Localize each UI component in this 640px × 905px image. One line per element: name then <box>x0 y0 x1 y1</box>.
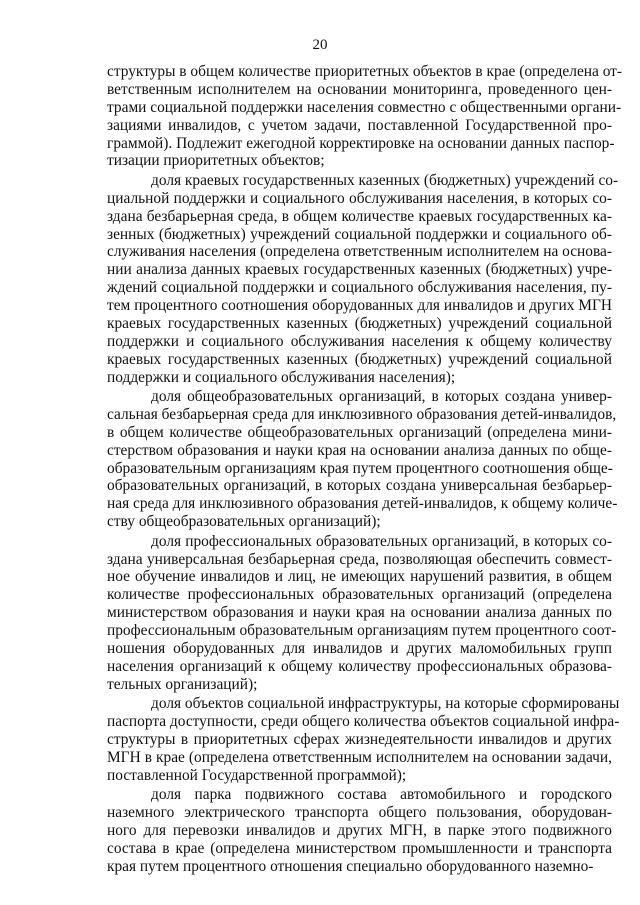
text-line: структуры в приоритетных сферах жизнедеятельности инвалидов и других <box>107 730 612 748</box>
text-line: ству общеобразовательных организаций); <box>107 513 381 531</box>
text-line: ное обучение инвалидов и лиц, не имеющих нарушений развития, в общем <box>107 568 612 586</box>
text-line: краевых государственных казенных (бюджетных) учреждений социальной <box>107 314 612 332</box>
text-line: стерством образования и науки края на основании анализа данных по обще- <box>107 441 612 459</box>
text-line: зенных (бюджетных) учреждений социальной поддержки и социального об- <box>107 225 612 243</box>
text-line: нии анализа данных краевых государственных казенных (бюджетных) учре- <box>107 261 612 279</box>
text-line: доля краевых государственных казенных (бюджетных) учреждений со- <box>151 171 619 189</box>
text-line: тизации приоритетных объектов; <box>107 152 325 170</box>
text-line: края путем процентного отношения специально оборудованного наземно- <box>107 857 594 875</box>
text-line: поставленной Государственной программой); <box>107 766 407 784</box>
document-body <box>107 63 623 876</box>
text-line: ная среда для инклюзивного образования детей-инвалидов, к общему количе- <box>107 495 618 513</box>
paragraph-3 <box>107 388 618 531</box>
text-line: образовательным организациям края путем процентного соотношения обще- <box>107 459 613 477</box>
text-line: паспорта доступности, среди общего количества объектов социальной инфра- <box>107 713 620 731</box>
text-line: МГН в крае (определена ответственным исполнителем на основании задачи, <box>107 748 612 766</box>
text-line: тем процентного соотношения оборудованных для инвалидов и других МГН <box>107 297 612 315</box>
text-line: населения организаций к общему количеству профессиональных образова- <box>107 657 612 675</box>
text-line: поддержки и социального обслуживания населения к общему количеству <box>107 332 612 350</box>
text-line: количестве профессиональных образовательных организаций (определена <box>107 586 612 604</box>
paragraph-4 <box>107 532 617 694</box>
paragraph-2 <box>107 171 619 387</box>
text-line: трами социальной поддержки населения совместно с общественными органи- <box>107 98 622 116</box>
text-line: министерством образования и науки края на основании анализа данных по <box>107 604 612 622</box>
text-line: состава в крае (определена министерством промышленности и транспорта <box>107 839 612 857</box>
text-line: структуры в общем количестве приоритетных объектов в крае (определена от- <box>107 63 623 80</box>
text-line: ждений социальной поддержки и социального обслуживания населения, пу- <box>107 279 612 297</box>
text-line: ношения оборудованных для инвалидов и других маломобильных групп <box>107 640 612 657</box>
text-line: здана универсальная безбарьерная среда, позволяющая обеспечить совмест- <box>107 550 612 568</box>
text-line: циальной поддержки и социального обслуживания населения, в которых со- <box>107 189 612 207</box>
paragraph-5 <box>107 695 620 784</box>
text-line: образовательных организаций, в которых создана универсальная безбарьер- <box>107 477 612 495</box>
text-line: ного для перевозки инвалидов и других МГН, в парке этого подвижного <box>107 821 612 839</box>
text-line: тельных организаций); <box>107 675 258 693</box>
paragraph-1 <box>107 63 623 170</box>
paragraph-6 <box>107 786 612 875</box>
text-line: сальная безбарьерная среда для инклюзивного образования детей-инвалидов, <box>107 405 617 423</box>
text-line: краевых государственных казенных (бюджетных) учреждений социальной <box>107 350 612 368</box>
text-line: служивания населения (определена ответственным исполнителем на основа- <box>107 243 612 261</box>
page-number: 20 <box>312 37 328 53</box>
text-line: поддержки и социального обслуживания населения); <box>107 368 456 386</box>
text-line: доля объектов социальной инфраструктуры, на которые сформированы <box>151 695 620 713</box>
text-line: в общем количестве общеобразовательных организаций (определена мини- <box>107 423 612 441</box>
text-line: наземного электрического транспорта общего пользования, оборудован- <box>107 804 612 822</box>
text-line: ветственным исполнителем на основании мониторинга, проведенного цен- <box>107 80 612 98</box>
text-line: здана безбарьерная среда, в общем количестве краевых государственных ка- <box>107 207 612 225</box>
text-line: граммой). Подлежит ежегодной корректировке на основании данных паспор- <box>107 134 615 152</box>
text-line: доля профессиональных образовательных организаций, в которых со- <box>151 532 612 550</box>
text-line: профессиональным образовательным организациям путем процентного соот- <box>107 622 617 640</box>
text-line: доля общеобразовательных организаций, в которых создана универ- <box>151 388 612 406</box>
text-line: доля парка подвижного состава автомобильного и городского <box>151 786 612 804</box>
text-line: зациями инвалидов, с учетом задачи, поставленной Государственной про- <box>107 116 612 134</box>
